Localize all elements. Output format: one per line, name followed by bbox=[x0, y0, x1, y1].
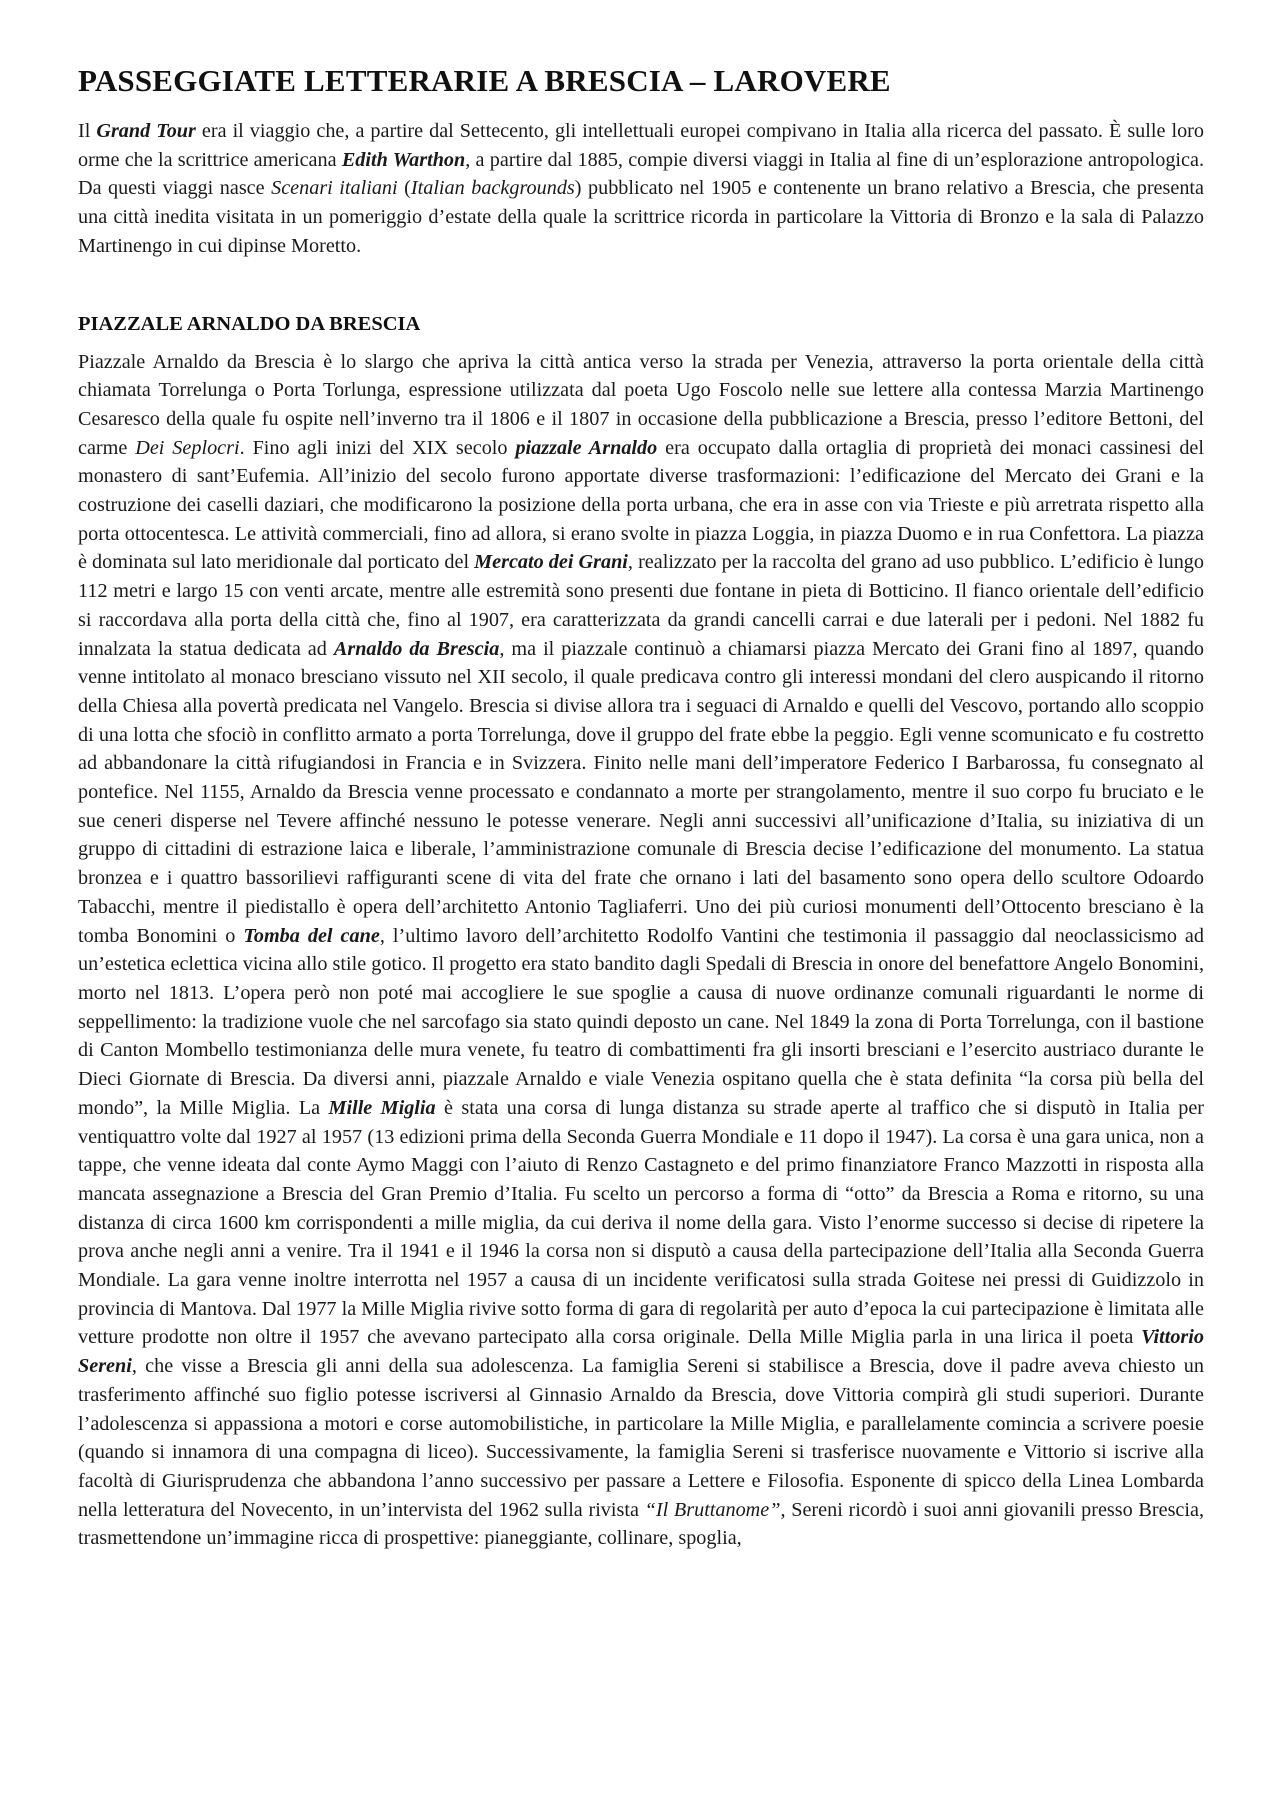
author-name: Edith Warthon bbox=[341, 148, 466, 171]
text-run: era il viaggio che, a partire dal Settecento, gli intellettuali europei compivano in Italia alla ricerca del passato. È sulle loro orme che la scrittrice americana bbox=[78, 120, 1204, 171]
place-name: piazzale Arnaldo bbox=[515, 436, 658, 459]
work-title: Dei Seplocri bbox=[135, 436, 240, 459]
body-paragraph bbox=[78, 348, 1204, 1554]
text-run: , a partire dal 1885, compie diversi viaggi in Italia al fine di un’esplorazione antropologica. Da questi viaggi nasce bbox=[78, 148, 1204, 200]
text-run: era occupato dalla ortaglia di proprietà dei monaci cassinesi del monastero di sant’Eufemia. All’inizio del secolo furono apportate diverse trasformazioni: l’edificazione del Mercato dei Grani e la costruzione dei caselli daziari, che modificarono la posizione della porta urbana, che era in asse con via Trieste e più arretrata rispetto alla porta ottocentesca. Le attività commerciali, fino ad allora, si erano svolte in piazza Loggia, in piazza Duomo e in rua Confettora. La piazza è dominata sul lato meridionale dal porticato del bbox=[78, 436, 1204, 574]
book-title: Scenari italiani bbox=[271, 177, 398, 200]
person-name: Arnaldo da Brescia bbox=[333, 637, 500, 660]
grand-tour-term: Grand Tour bbox=[96, 120, 196, 142]
text-run: . Fino agli inizi del XIX secolo bbox=[239, 436, 516, 459]
person-name: Vittorio Sereni bbox=[78, 1326, 1204, 1378]
place-name: Mercato dei Grani bbox=[474, 551, 628, 574]
text-run: , Sereni ricordò i suoi anni giovanili presso Brescia, trasmettendone un’immagine ricca di prospettive: pianeggiante, collinare, spoglia, bbox=[78, 1498, 1204, 1550]
magazine-title: “Il Bruttanome” bbox=[644, 1498, 781, 1521]
book-original-title: Italian backgrounds bbox=[410, 177, 575, 200]
text-run: ( bbox=[397, 177, 411, 200]
text-run: è stata una corsa di lunga distanza su strade aperte al traffico che si disputò in Italia per ventiquattro volte dal 1927 al 1957 (13 edizioni prima della Seconda Guerra Mondiale e 11 dopo il 1947). La corsa è una gara unica, non a tappe, che venne ideata dal conte Aymo Maggi con l’aiuto di Renzo Castagneto e del primo finanziatore Franco Mazzotti in risposta alla mancata assegnazione a Brescia del Gran Premio d’Italia. Fu scelto un percorso a forma di “otto” da Brescia a Roma e ritorno, su una distanza di circa 1600 km corrispondenti a mille miglia, da cui deriva il nome della gara. Visto l’enorme successo si decise di ripetere la prova anche negli anni a venire. Tra il 1941 e il 1946 la corsa non si disputò a causa della partecipazione dell’Italia alla Seconda Guerra Mondiale. La gara venne inoltre interrotta nel 1957 a causa di un incidente verificatosi sulla strada Goitese nei pressi di Guidizzolo in provincia di Mantova. Dal 1977 la Mille Miglia rivive sotto forma di gara di regolarità per auto d’epoca la cui partecipazione è limitata alle vetture prodotte non oltre il 1957 che avevano partecipato alla corsa originale. Della Mille Miglia parla in una lirica il poeta bbox=[78, 1096, 1205, 1349]
document-page bbox=[78, 55, 1204, 1553]
text-run: Piazzale Arnaldo da Brescia è lo slargo che apriva la città antica verso la strada per Venezia, attraverso la porta orientale della città chiamata Torrelunga o Porta Torlunga, espressione utilizzata dal poeta Ugo Foscolo nelle sue lettere alla contessa Marzia Martinengo Cesaresco della quale fu ospite nell’inverno tra il 1806 e il 1807 in occasione della pubblicazione a Brescia, presso l’editore Bettoni, del carme bbox=[78, 350, 1204, 459]
section-heading: PIAZZALE ARNALDO DA BRESCIA bbox=[78, 312, 421, 335]
text-run: , realizzato per la raccolta del grano ad uso pubblico. L’edificio è lungo 112 metri e largo 15 con venti arcate, mentre alle estremità sono presenti due fontane in pieta di Botticino. Il fianco orientale dell’edificio si raccordava alla porta della città che, fino al 1907, era caratterizzata da grandi cancelli carrai e due laterali per i pedoni. Nel 1882 fu innalzata la statua dedicata ad bbox=[78, 551, 1204, 660]
text-run: , l’ultimo lavoro dell’architetto Rodolfo Vantini che testimonia il passaggio dal neoclassicismo ad un’estetica eclettica vicina allo stile gotico. Il progetto era stato bandito dagli Spedali di Brescia in onore del benefattore Angelo Bonomini, morto nel 1813. L’opera però non poté mai accogliere le sue spoglie a causa di nuove ordinanze comunali riguardanti le norme di seppellimento: la tradizione vuole che nel sarcofago sia stato quindi deposto un cane. Nel 1849 la zona di Porta Torrelunga, con il bastione di Canton Mombello testimonianza delle mura venete, fu teatro di combattimenti fra gli insorti bresciani e l’esercito austriaco durante le Dieci Giornate di Brescia. Da diversi anni, piazzale Arnaldo e viale Venezia ospitano quella che è stata definita “la corsa più bella del mondo”, la Mille Miglia. La bbox=[78, 924, 1204, 1119]
text-run: , ma il piazzale continuò a chiamarsi piazza Mercato dei Grani fino al 1897, quando venne intitolato al monaco bresciano vissuto nel XII secolo, il quale predicava contro gli interessi mondani del clero auspicando il ritorno della Chiesa alla povertà predicata nel Vangelo. Brescia si divise allora tra i seguaci di Arnaldo e quelli del Vescovo, portando allo scoppio di una lotta che sfociò in conflitto armato a porta Torrelunga, dove il gruppo del frate ebbe la peggio. Egli venne scomunicato e fu costretto ad abbandonare la città rifugiandosi in Francia e in Svizzera. Finito nelle mani dell’imperatore Federico I Barbarossa, fu consegnato al pontefice. Nel 1155, Arnaldo da Brescia venne processato e condannato a morte per strangolamento, mentre il suo corpo fu bruciato e le sue ceneri disperse nel Tevere affinché nessuno le potesse venerare. Negli anni successivi all’unificazione d’Italia, su iniziativa di un gruppo di cittadini di estrazione laica e liberale, l’amministrazione comunale di Brescia decise l’edificazione del monumento. La statua bronzea e i quattro bassorilievi raffiguranti scene di vita del frate che ornano i lati del basamento sono opera dello scultore Odoardo Tabacchi, mentre il piedistallo è opera dell’architetto Antonio Tagliaferri. Uno dei più curiosi monumenti dell’Ottocento bresciano è la tomba Bonomini o bbox=[78, 637, 1204, 947]
text-run: Il bbox=[78, 120, 97, 142]
text-run: ) pubblicato nel 1905 e contenente un brano relativo a Brescia, che presenta una città inedita visitata in un pomeriggio d’estate della quale la scrittrice ricorda in particolare la Vittoria di Bronzo e la sala di Palazzo Martinengo in cui dipinse Moretto. bbox=[78, 177, 1204, 257]
race-name: Mille Miglia bbox=[328, 1096, 436, 1119]
document-title: PASSEGGIATE LETTERARIE A BRESCIA – LAROVERE bbox=[78, 63, 891, 98]
intro-paragraph bbox=[78, 117, 1204, 261]
text-run: , che visse a Brescia gli anni della sua adolescenza. La famiglia Sereni si stabilisce a Brescia, dove il padre aveva chiesto un trasferimento affinché suo figlio potesse iscriversi al Ginnasio Arnaldo da Brescia, dove Vittoria compirà gli studi superiori. Durante l’adolescenza si appassiona a motori e corse automobilistiche, in particolare la Mille Miglia, e parallelamente comincia a scrivere poesie (quando si innamora di una compagna di liceo). Successivamente, la famiglia Sereni si trasferisce nuovamente e Vittorio si iscrive alla facoltà di Giurisprudenza che abbandona l’anno successivo per passare a Lettere e Filosofia. Esponente di spicco della Linea Lombarda nella letteratura del Novecento, in un’intervista del 1962 sulla rivista bbox=[78, 1355, 1204, 1521]
monument-name: Tomba del cane bbox=[243, 924, 380, 947]
